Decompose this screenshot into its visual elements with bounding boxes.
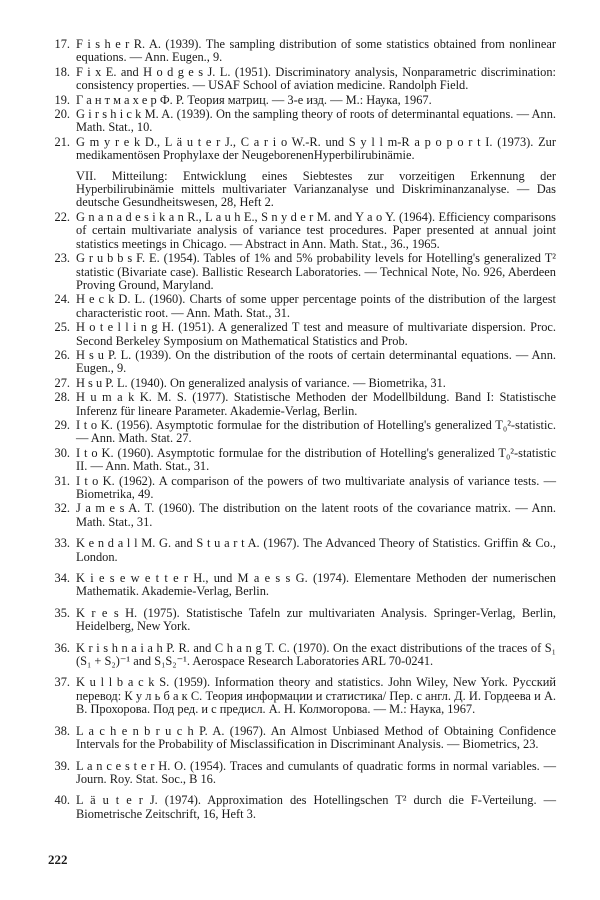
reference-number: 32. <box>54 501 70 516</box>
reference-number: 23. <box>54 251 70 266</box>
reference-text: L a n c e s t e r H. O. (1954). Traces and cumulants of quadratic forms in normal variables. — Journ. Roy. Stat. Soc., B 16. <box>76 758 556 786</box>
reference-number: 38. <box>54 723 70 738</box>
reference-number: 18. <box>54 64 70 79</box>
reference-item <box>48 349 556 376</box>
reference-number: 28. <box>54 390 70 405</box>
reference-number: 27. <box>54 375 70 390</box>
reference-item <box>48 419 556 446</box>
reference-item <box>48 211 556 251</box>
reference-item <box>48 94 556 107</box>
reference-text: H o t e l l i n g H. (1951). A generalized T test and measure of multivariate dispersion. Proc. Second Berkeley Symposium on Mathematical Statistics and Prob. <box>76 320 556 348</box>
reference-number: 25. <box>54 320 70 335</box>
reference-number: 39. <box>54 758 70 773</box>
reference-text: I t o K. (1956). Asymptotic formulae for the distribution of Hotelling's generalized T₀²-statistic. — Ann. Math. Stat. 27. <box>76 417 556 446</box>
reference-number: 19. <box>54 92 70 107</box>
reference-text: G m y r e k D., L ä u t e r J., C a r i o W.-R. und S y l l m-R a p o p o r t I. (1973). Zur medikamentösen Prophylaxe der NeugeborenenHyperbilirubinämie. <box>76 134 556 163</box>
reference-number: 20. <box>54 107 70 122</box>
reference-number: 21. <box>54 134 70 149</box>
reference-text: K r e s H. (1975). Statistische Tafeln zur multivariaten Analysis. Springer-Verlag, Berlin, Heidelberg, New York. <box>76 605 556 634</box>
reference-text: H u m a k K. M. S. (1977). Statistische Methoden der Modellbildung. Band I: Statistische Inferenz für lineare Parameter. Akademie-Verlag, Berlin. <box>76 390 556 418</box>
reference-text: F i s h e r R. A. (1939). The sampling distribution of some statistics obtained from nonlinear equations. — Ann. Eugen., 9. <box>76 37 556 65</box>
reference-text: I t o K. (1962). A comparison of the powers of two multivariate analysis of variance tests. — Biometrika, 49. <box>76 473 556 501</box>
reference-item <box>48 293 556 320</box>
reference-item <box>48 572 556 599</box>
reference-list <box>48 38 556 821</box>
reference-number: 29. <box>54 417 70 432</box>
reference-text: H s u P. L. (1939). On the distribution of the roots of certain determinantal equations. — Ann. Eugen., 9. <box>76 347 556 376</box>
reference-text: F i x E. and H o d g e s J. L. (1951). Discriminatory analysis, Nonparametric discrimination: consistency properties. — USAF School of aviation medicine. Randolph Field. <box>76 64 556 93</box>
reference-number: 36. <box>54 640 70 655</box>
reference-item <box>48 321 556 348</box>
reference-number: 37. <box>54 675 70 690</box>
reference-text: K e n d a l l M. G. and S t u a r t A. (1967). The Advanced Theory of Statistics. Griffin & Co., London. <box>76 536 556 564</box>
reference-number: 22. <box>54 209 70 224</box>
reference-item <box>48 502 556 529</box>
reference-item <box>48 537 556 564</box>
reference-text: L ä u t e r J. (1974). Approximation des Hotellingschen T² durch die F-Verteilung. — Biometrische Zeitschrift, 16, Heft 3. <box>76 793 556 821</box>
reference-item <box>48 252 556 292</box>
reference-item <box>48 794 556 821</box>
reference-item <box>48 108 556 135</box>
reference-item <box>48 66 556 93</box>
reference-number: 24. <box>54 292 70 307</box>
reference-number: 30. <box>54 445 70 460</box>
reference-item <box>48 377 556 390</box>
reference-number: 33. <box>54 536 70 551</box>
reference-item <box>48 475 556 502</box>
reference-text: G n a n a d e s i k a n R., L a u h E., S n y d e r M. and Y a o Y. (1964). Efficiency comparisons of certain multivariate analysis of variance test procedures. Paper presented at annual joint statistics meetings in Chicago. — Abstract in Ann. Math. Stat., 36., 1965. <box>76 209 556 251</box>
reference-text: G r u b b s F. E. (1954). Tables of 1% and 5% probability levels for Hotelling's generalized T² statistic (Bivariate case). Ballistic Research Laboratories. — Technical Note, No. 926, Aberdeen Proving Ground, Maryland. <box>76 251 556 292</box>
reference-text: Г а н т м а х е р Ф. Р. Теория матриц. — 3-е изд. — М.: Наука, 1967. <box>76 92 432 107</box>
reference-item <box>48 607 556 634</box>
reference-item <box>48 447 556 474</box>
reference-item <box>48 676 556 716</box>
reference-item <box>48 38 556 65</box>
reference-item <box>48 136 556 210</box>
reference-text: G i r s h i c k M. A. (1939). On the sampling theory of roots of determinantal equations. — Ann. Math. Stat., 10. <box>76 107 556 135</box>
reference-number: 26. <box>54 347 70 362</box>
reference-number: 40. <box>54 793 70 808</box>
reference-number: 34. <box>54 571 70 586</box>
reference-item <box>48 642 556 669</box>
reference-text: K i e s e w e t t e r H., und M a e s s G. (1974). Elementare Methoden der numerischen Mathematik. Akademie-Verlag, Berlin. <box>76 571 556 599</box>
reference-item <box>48 725 556 752</box>
reference-text: L a c h e n b r u c h P. A. (1967). An Almost Unbiased Method of Obtaining Confidence Intervals for the Probability of Misclassification in Discriminant Analysis. — Biometrics, 23. <box>76 723 556 752</box>
reference-item <box>48 760 556 787</box>
reference-text: H s u P. L. (1940). On generalized analysis of variance. — Biometrika, 31. <box>76 375 446 390</box>
reference-text: H e c k D. L. (1960). Charts of some upper percentage points of the distribution of the largest characteristic root. — Ann. Math. Stat., 31. <box>76 292 556 320</box>
page-number: 222 <box>48 852 68 867</box>
reference-item <box>48 391 556 418</box>
reference-text: K r i s h n a i a h P. R. and C h a n g T. C. (1970). On the exact distributions of the traces of S₁ (S₁ + S₂)⁻¹ and S₁S₂⁻¹. Aerospace Research Laboratories ARL 70-0241. <box>76 640 556 669</box>
reference-text: K u l l b a c k S. (1959). Information theory and statistics. John Wiley, New York. Русский перевод: К у л ь б а к С. Теория информации и статистика/ Пер. с англ. Д. И. Гордеева и А. В. Прохорова. Под ред. и с предисл. А. Н. Колмогорова. — М.: Наука, 1967. <box>76 675 556 717</box>
reference-continuation: VII. Mitteilung: Entwicklung eines Siebtestes zur vorzeitigen Erkennung der Hyperbilirubinämie mittels multivariater Varianzanalyse und Diskriminanzanalyse. — Das deutsche Gesundheitswesen, 28, Heft 2. <box>76 168 556 210</box>
reference-number: 17. <box>54 37 70 51</box>
reference-number: 31. <box>54 473 70 488</box>
reference-text: J a m e s A. T. (1960). The distribution on the latent roots of the covariance matrix. — Ann. Math. Stat., 31. <box>76 501 556 529</box>
reference-number: 35. <box>54 605 70 620</box>
reference-text: I t o K. (1960). Asymptotic formulae for the distribution of Hotelling's generalized T₀²-statistic II. — Ann. Math. Stat., 31. <box>76 445 556 474</box>
